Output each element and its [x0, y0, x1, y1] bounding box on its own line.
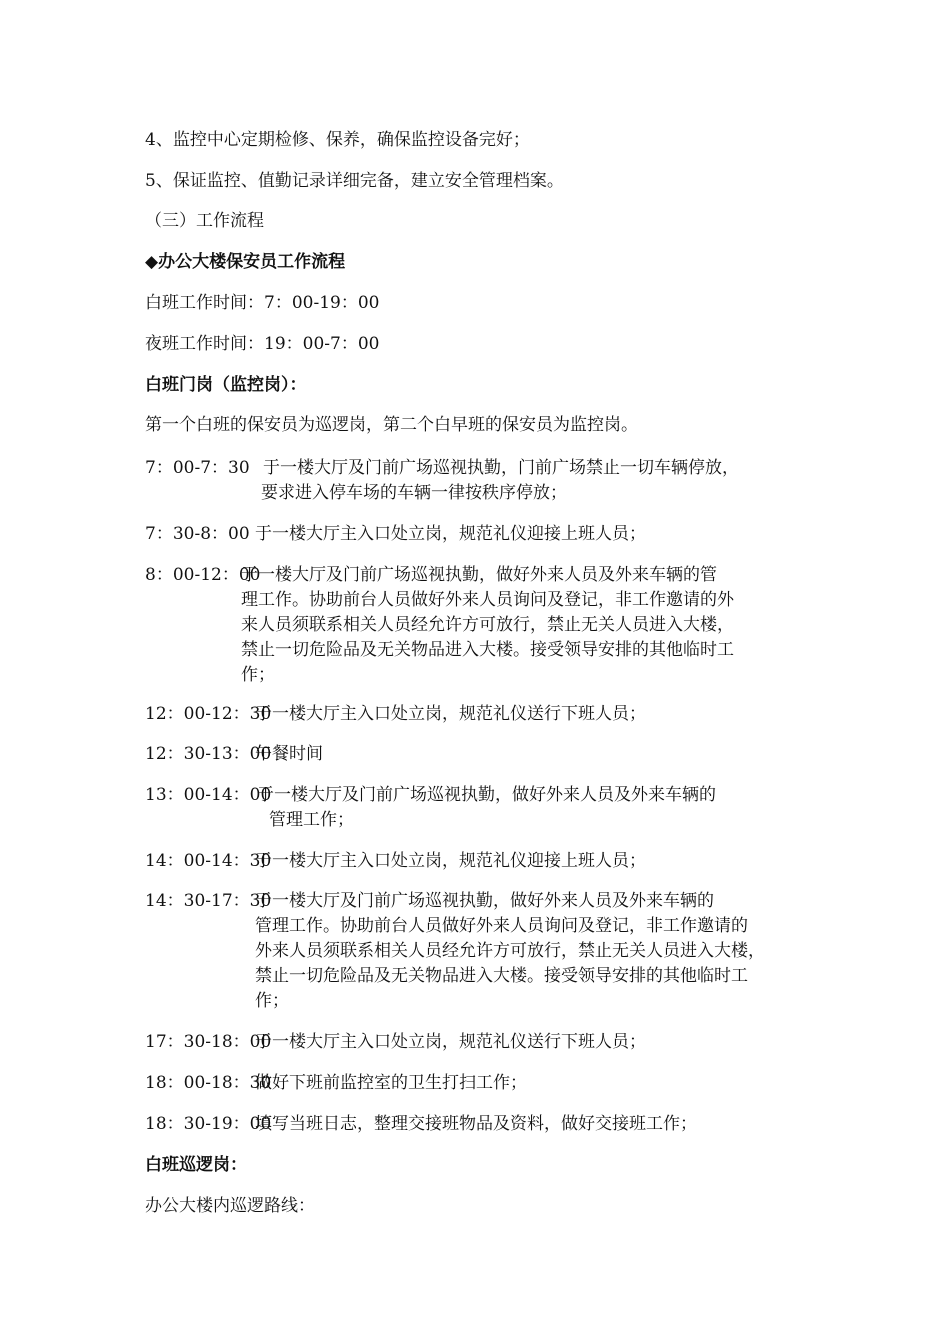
schedule-description-line: 于一楼大厅及门前广场巡视执勤，做好外来人员及外来车辆的管 [241, 565, 717, 585]
day-gate-heading: 白班门岗（监控岗）： [145, 375, 307, 395]
schedule-description-line: 禁止一切危险品及无关物品进入大楼。接受领导安排的其他临时工 [255, 966, 748, 986]
workflow-title: ◆办公大楼保安员工作流程 [145, 252, 346, 272]
schedule-description [255, 702, 646, 727]
schedule-description-line: 于一楼大厅主入口处立岗，规范礼仪迎接上班人员； [255, 524, 646, 544]
schedule-description-line: 于一楼大厅及门前广场巡视执勤，做好外来人员及外来车辆的 [255, 891, 714, 911]
schedule-description [255, 1071, 527, 1096]
schedule-description-line: 于一楼大厅及门前广场巡视执勤，做好外来人员及外来车辆的 [257, 785, 716, 805]
schedule-time: 18：00-18：30 [145, 1073, 272, 1093]
schedule-description [255, 1112, 697, 1137]
schedule-time: 14：30-17：30 [145, 891, 272, 911]
schedule-description-line: 外来人员须联系相关人员经允许方可放行，禁止无关人员进入大楼， [255, 941, 765, 961]
schedule-description [255, 849, 646, 874]
schedule-description-line: 管理工作。协助前台人员做好外来人员询问及登记，非工作邀请的 [255, 916, 748, 936]
schedule-time: 12：00-12：30 [145, 704, 272, 724]
schedule-description-line: 理工作。协助前台人员做好外来人员询问及登记，非工作邀请的外 [241, 590, 734, 610]
schedule-description-line: 来人员须联系相关人员经允许方可放行，禁止无关人员进入大楼， [241, 615, 734, 635]
section-heading: （三）工作流程 [145, 211, 264, 231]
schedule-description-line: 要求进入停车场的车辆一律按秩序停放； [261, 483, 567, 503]
schedule-time: 13：00-14：00 [145, 785, 272, 805]
schedule-description-line: 禁止一切危险品及无关物品进入大楼。接受领导安排的其他临时工 [241, 640, 734, 660]
schedule-time: 17：30-18：00 [145, 1032, 272, 1052]
schedule-description [255, 742, 323, 767]
schedule-description-line: 作； [241, 665, 275, 685]
day-shift-hours: 白班工作时间：7：00-19：00 [145, 293, 380, 313]
item-monitor-maintenance: 4、监控中心定期检修、保养，确保监控设备完好； [145, 130, 530, 150]
day-patrol-heading: 白班巡逻岗： [145, 1155, 247, 1175]
schedule-description [255, 889, 765, 1014]
schedule-description [255, 1030, 646, 1055]
schedule-time: 7：30-8：00 [145, 524, 250, 544]
schedule-description-line: 于一楼大厅及门前广场巡视执勤，门前广场禁止一切车辆停放， [263, 458, 739, 478]
schedule-description-line: 填写当班日志，整理交接班物品及资料，做好交接班工作； [255, 1114, 697, 1134]
schedule-description-line: 于一楼大厅主入口处立岗，规范礼仪迎接上班人员； [255, 851, 646, 871]
patrol-route: 办公大楼内巡逻路线： [145, 1196, 315, 1216]
schedule-time: 14：00-14：30 [145, 851, 272, 871]
night-shift-hours: 夜班工作时间：19：00-7：00 [145, 334, 380, 354]
day-gate-intro: 第一个白班的保安员为巡逻岗，第二个白早班的保安员为监控岗。 [145, 415, 638, 435]
schedule-description-line: 作； [255, 991, 289, 1011]
schedule-description [263, 456, 739, 506]
schedule-description-line: 于一楼大厅主入口处立岗，规范礼仪送行下班人员； [255, 704, 646, 724]
schedule-time: 8：00-12：00 [145, 565, 261, 585]
schedule-time: 18：30-19：00 [145, 1114, 272, 1134]
schedule-description [241, 563, 734, 688]
schedule-description-line: 管理工作； [269, 810, 354, 830]
schedule-description [255, 522, 646, 547]
item-records: 5、保证监控、值勤记录详细完备，建立安全管理档案。 [145, 171, 564, 191]
schedule-time: 7：00-7：30 [145, 458, 250, 478]
schedule-time: 12：30-13：00 [145, 744, 272, 764]
schedule-description [257, 783, 716, 833]
schedule-description-line: 做好下班前监控室的卫生打扫工作； [255, 1073, 527, 1093]
schedule-description-line: 午餐时间 [255, 744, 323, 764]
schedule-description-line: 于一楼大厅主入口处立岗，规范礼仪送行下班人员； [255, 1032, 646, 1052]
